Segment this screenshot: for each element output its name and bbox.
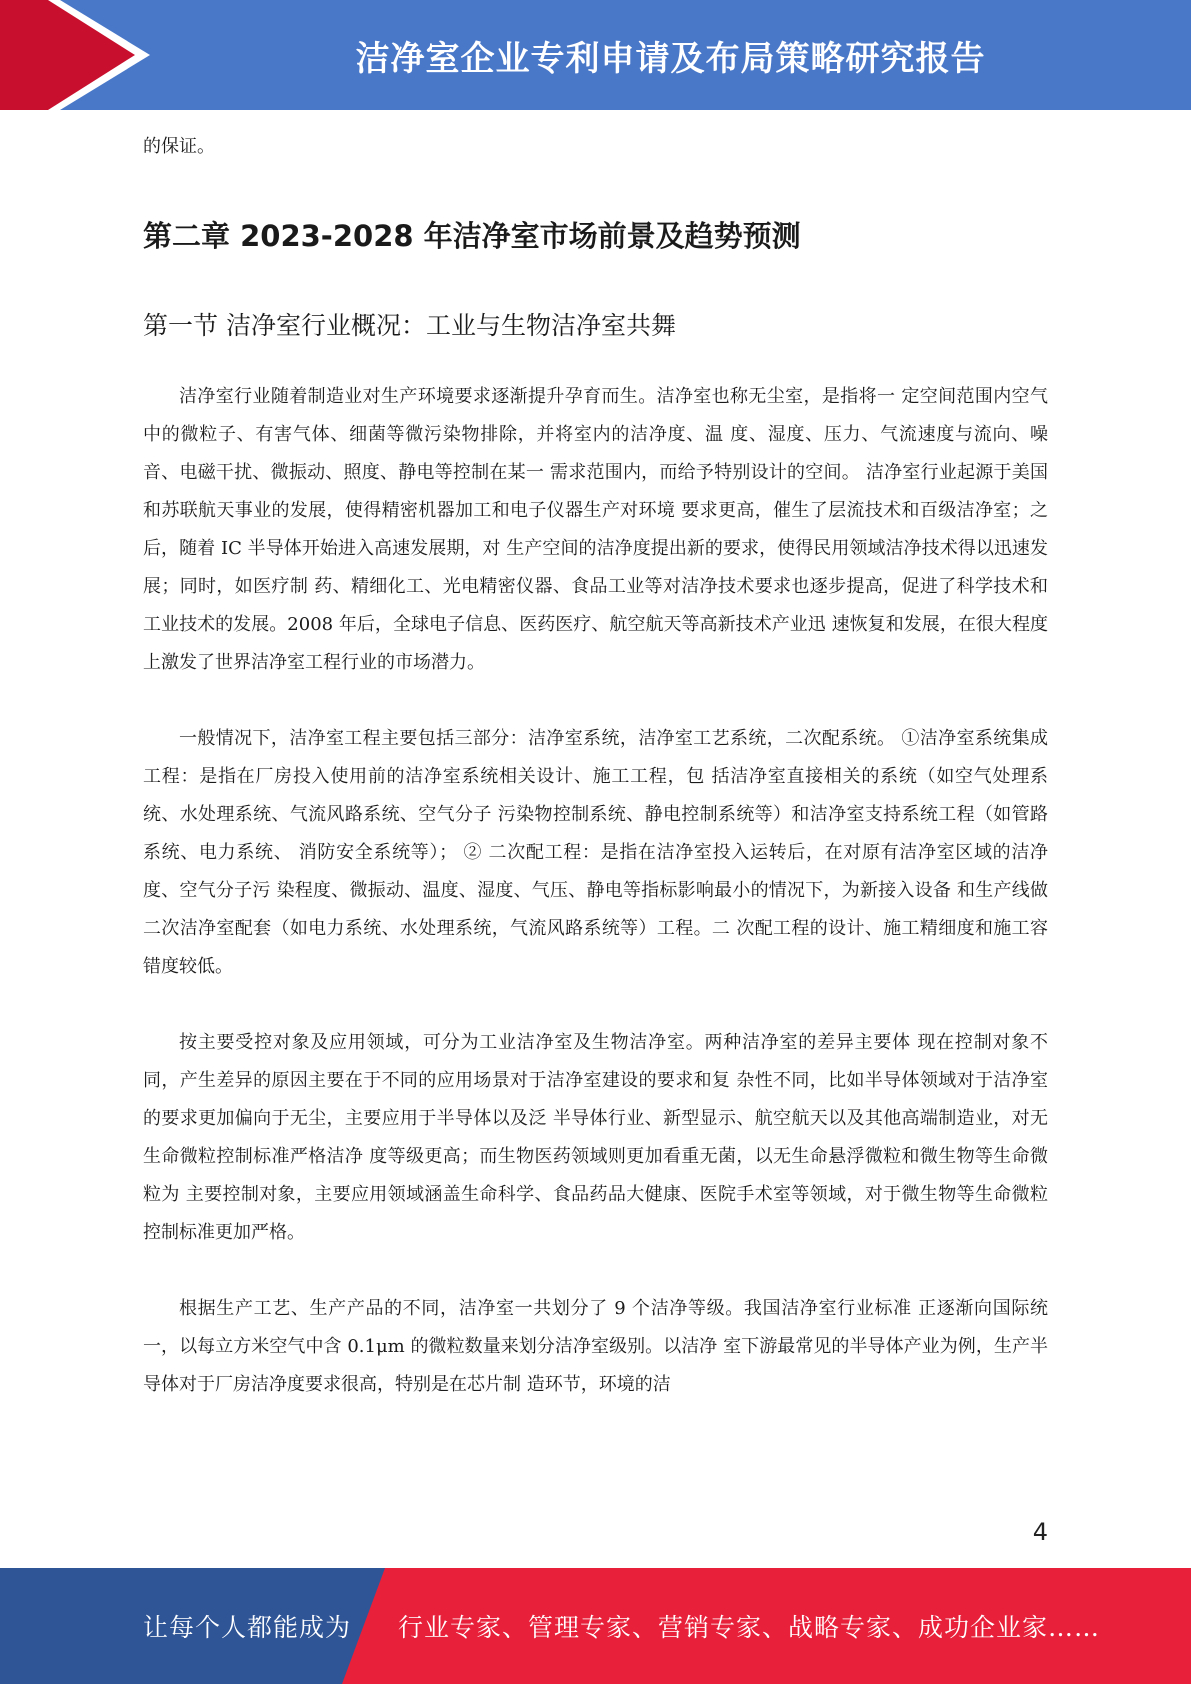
page-number: 4 (1032, 1518, 1048, 1546)
page-footer (0, 1568, 1191, 1684)
paragraph: 按主要受控对象及应用领域，可分为工业洁净室及生物洁净室。两种洁净室的差异主要体 现在控制对象不同，产生差异的原因主要在于不同的应用场景对于洁净室建设的要求和复 杂性不同，比如半导体领域对于洁净室的要求更加偏向于无尘，主要应用于半导体以及泛 半导体行业、新型显示、航空航天以及其他高端制造业，对无生命微粒控制标准严格洁净 度等级更高；而生物医药领域则更加看重无菌，以无生命悬浮微粒和微生物等生命微粒为 主要控制对象，主要应用领域涵盖生命科学、食品药品大健康、医院手术室等领域，对于微生物等生命微粒控制标准更加严格。 (143, 1032, 1048, 1243)
paragraph: 一般情况下，洁净室工程主要包括三部分：洁净室系统，洁净室工艺系统，二次配系统。 ①洁净室系统集成工程：是指在厂房投入使用前的洁净室系统相关设计、施工工程，包 括洁净室直接相关的系统（如空气处理系统、水处理系统、气流风路系统、空气分子 污染物控制系统、静电控制系统等）和洁净室支持系统工程（如管路系统、电力系统、 消防安全系统等）； ② 二次配工程：是指在洁净室投入运转后，在对原有洁净室区域的洁净度、空气分子污 染程度、微振动、温度、湿度、气压、静电等指标影响最小的情况下，为新接入设备 和生产线做二次洁净室配套（如电力系统、水处理系统，气流风路系统等）工程。二 次配工程的设计、施工精细度和施工容错度较低。 (143, 728, 1048, 977)
page-content (143, 130, 1048, 1404)
report-title: 洁净室企业专利申请及布局策略研究报告 (355, 38, 986, 79)
body-paragraphs (143, 378, 1048, 1404)
chapter-title: 第二章 2023-2028 年洁净室市场前景及趋势预测 (143, 219, 801, 253)
continued-text: 的保证。 (143, 136, 215, 157)
paragraph: 洁净室行业随着制造业对生产环境要求逐渐提升孕育而生。洁净室也称无尘室，是指将一 定空间范围内空气中的微粒子、有害气体、细菌等微污染物排除，并将室内的洁净度、温 度、湿度、压力、气流速度与流向、噪音、电磁干扰、微振动、照度、静电等控制在某一 需求范围内，而给予特别设计的空间。 洁净室行业起源于美国和苏联航天事业的发展，使得精密机器加工和电子仪器生产对环境 要求更高，催生了层流技术和百级洁净室；之后，随着 IC 半导体开始进入高速发展期，对 生产空间的洁净度提出新的要求，使得民用领域洁净技术得以迅速发展；同时，如医疗制 药、精细化工、光电精密仪器、食品工业等对洁净技术要求也逐步提高，促进了科学技术和工业技术的发展。2008 年后，全球电子信息、医药医疗、航空航天等高新技术产业迅 速恢复和发展，在很大程度上激发了世界洁净室工程行业的市场潜力。 (143, 386, 1048, 673)
footer-slogan-right: 行业专家、管理专家、营销专家、战略专家、成功企业家…… (398, 1613, 1101, 1642)
section-title: 第一节 洁净室行业概况：工业与生物洁净室共舞 (143, 311, 676, 340)
paragraph: 根据生产工艺、生产产品的不同，洁净室一共划分了 9 个洁净等级。我国洁净室行业标准 正逐渐向国际统一，以每立方米空气中含 0.1μm 的微粒数量来划分洁净室级别。以洁净 室下游最常见的半导体产业为例，生产半导体对于厂房洁净度要求很高，特别是在芯片制 造环节，环境的洁 (143, 1298, 1048, 1395)
page-header (0, 0, 1191, 110)
header-chevron-icon (0, 0, 160, 110)
footer-slogan-left: 让每个人都能成为 (143, 1613, 352, 1642)
